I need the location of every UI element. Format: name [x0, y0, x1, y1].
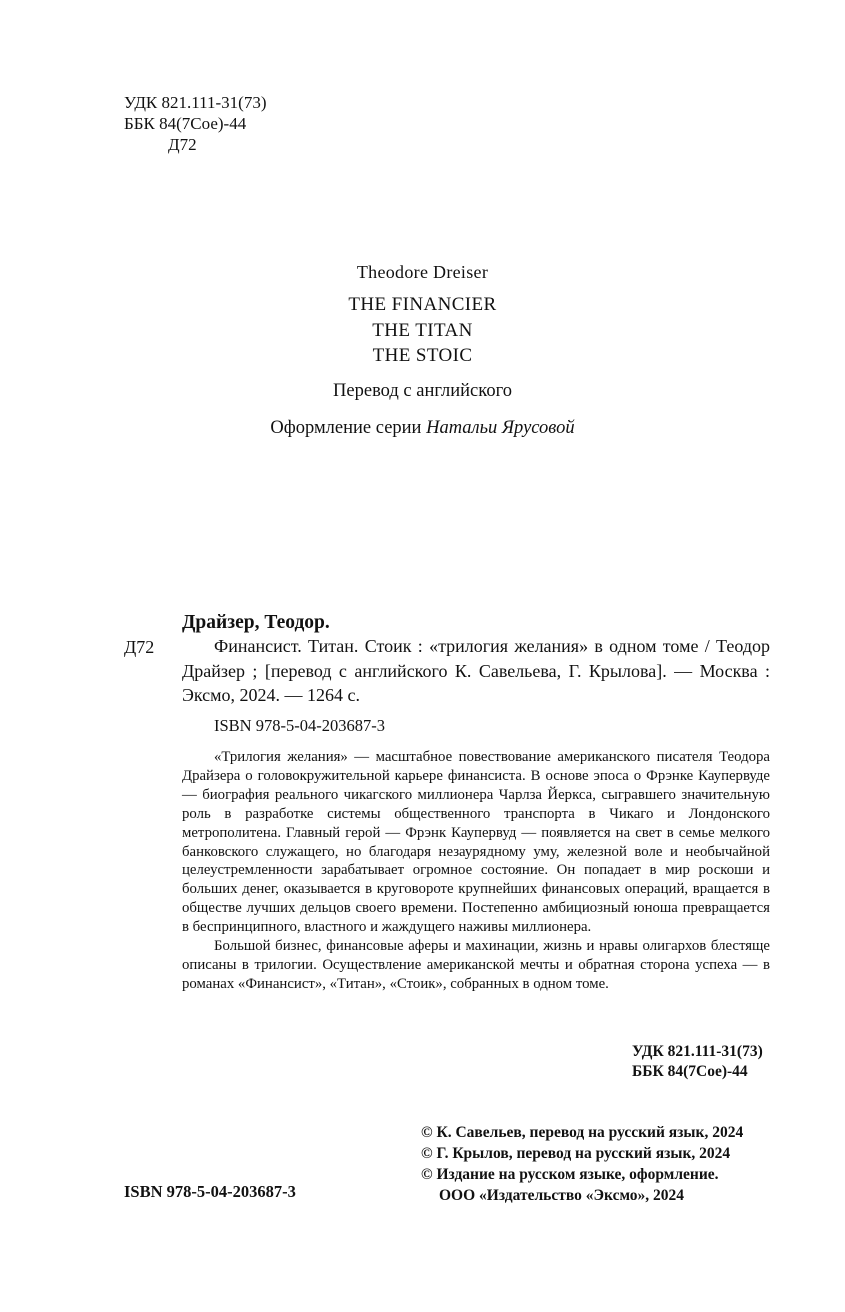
bibliographic-isbn: ISBN 978-5-04-203687-3 [214, 716, 385, 735]
designer-name: Натальи Ярусовой [426, 418, 575, 438]
annotation-paragraph: «Трилогия желания» — масштабное повествование американского писателя Теодора Драйзера о головокружительной карьере финансиста. В основе эпоса о Фрэнке Каупервуде — биография реального чикагского миллионера Чарлза Йеркса, сыгравшего значительную роль в разработке системы общественного транспорта в Чикаго и Лондонского метрополитена. Главный герой — Фрэнк Каупервуд — появляется на свет в семье мелкого банковского служащего, но благодаря незаурядному уму, железной воле и необычайной целеустремленности зарабатывает огромное состояние. Он попадает в мир роскоши и больших денег, оказывается в круговороте крупнейших финансовых операций, вращается в обществе лучших дельцов своего времени. Постепенно амбициозный юноша превращается в беспринципного, властного и жаждущего наживы миллионера. [182, 749, 770, 936]
author-mark: Д72 [168, 135, 197, 154]
copyright-line: © Г. Крылов, перевод на русский язык, 2024 [421, 1145, 731, 1162]
bbk-code: ББК 84(7Сое)-44 [124, 114, 247, 133]
classification-header [124, 92, 266, 155]
copyright-block [421, 1122, 743, 1206]
title-titan: THE TITAN [372, 319, 473, 341]
udk-code: УДК 821.111-31(73) [124, 93, 267, 112]
udk-code-bottom: УДК 821.111-31(73) [632, 1043, 763, 1060]
title-stoic: THE STOIC [372, 345, 473, 366]
title-financier: THE FINANCIER [348, 294, 497, 315]
annotation [182, 748, 770, 994]
series-design-credit [0, 418, 845, 439]
design-prefix: Оформление серии [270, 418, 422, 438]
translation-note: Перевод с английского [333, 381, 512, 401]
copyright-line: ООО «Издательство «Эксмо», 2024 [439, 1187, 685, 1204]
original-author: Theodore Dreiser [356, 262, 489, 282]
original-titles [0, 292, 845, 369]
copyright-line: © Издание на русском языке, оформление. [421, 1166, 719, 1183]
annotation-paragraph: Большой бизнес, финансовые аферы и махинации, жизнь и нравы олигархов блестяще описаны в трилогии. Осуществление американской мечты и обратная сторона успеха — в романах «Финансист», «Титан», «Стоик», собранных в одном томе. [182, 938, 770, 992]
classification-footer [632, 1042, 763, 1082]
copyright-line: © К. Савельев, перевод на русский язык, 2024 [421, 1124, 744, 1141]
bbk-code-bottom: ББК 84(7Сое)-44 [632, 1063, 748, 1080]
bibliographic-code: Д72 [124, 637, 155, 657]
bibliographic-description: Финансист. Титан. Стоик : «трилогия желания» в одном томе / Теодор Драйзер ; [перевод с английского К. Савельева, Г. Крылова]. — Москва : Эксмо, 2024. — 1264 с. [182, 636, 770, 705]
isbn-footer: ISBN 978-5-04-203687-3 [124, 1182, 296, 1201]
bibliographic-author: Драйзер, Теодор. [182, 612, 330, 633]
